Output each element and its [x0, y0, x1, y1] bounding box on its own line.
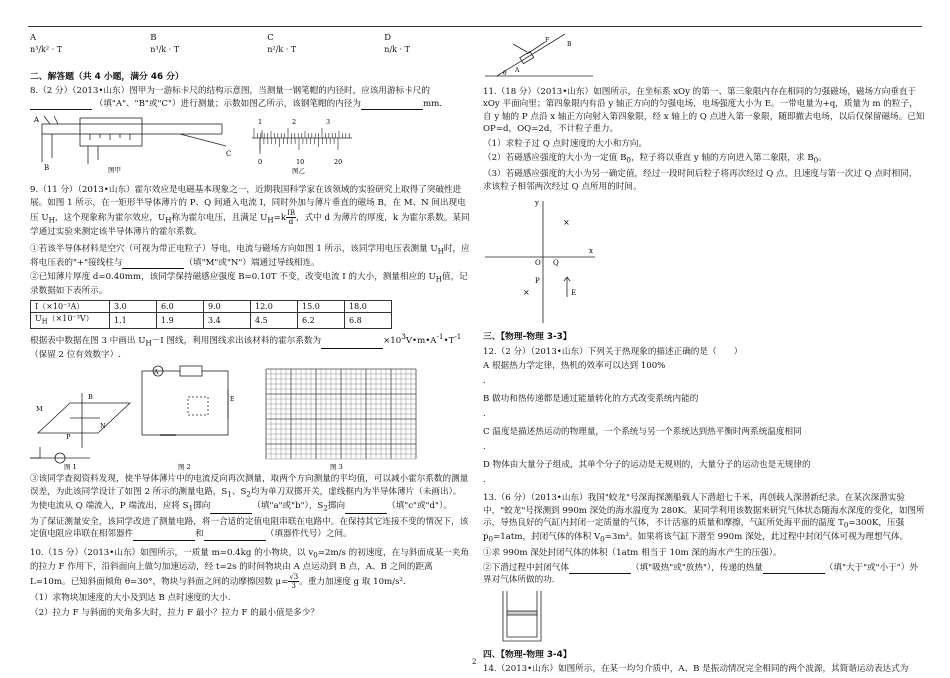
q12-stem: 12.（2 分）（2013•山东）下列关于热现象的描述正确的是（ ） [483, 347, 743, 358]
incline-drawing [485, 34, 593, 76]
circuit-figure [142, 366, 228, 435]
q9-text-2: ，这个现象称为霍尔效应，U [54, 213, 166, 224]
section-heading: 四、【物理-物理 3-4】 [483, 649, 572, 660]
table-cell: 12.0 [251, 300, 298, 313]
answer-blank[interactable] [30, 100, 92, 110]
table-head-unit: （×10⁻³V） [47, 314, 94, 324]
q8-unit: mm. [423, 98, 443, 109]
q13-sub1: ①求 990m 深处封闭气体的体积（1atm 相当于 10m 深的海水产生的压强）。 [483, 548, 782, 559]
q9-graph-b: －I 图线，利用图线求出该材料的霍尔系数为 [151, 335, 322, 346]
q11-text: 11.（18 分）（2013•山东）如图所示，在坐标系 xOy 的第一、第三象限内存在相同的匀强磁场，磁场方向垂直于 xOy 平面向里；第四象限内有沿 y 轴正方向的匀强电场，电场强度大小为 E。一带电量为+q，质量为 m 的粒子，自 y 轴的 P 点沿 x 轴正方向射入第四象限，经 x 轴上的 Q 点进入第一象限，随即撤去电场，以后仅保留磁场。已知 OP=d，OQ=2d，不计粒子重力。 [483, 87, 925, 135]
mu-numerator: √3 [289, 573, 299, 582]
caliper-ticks [90, 134, 130, 140]
field-e-label: E [571, 289, 577, 298]
q8-text [30, 85, 470, 110]
hall-plate-figure [30, 393, 130, 463]
q7-option-a[interactable] [30, 32, 62, 57]
q11-sub1: （1）求粒子过 Q 点时速度的大小和方向。 [483, 138, 648, 149]
answer-blank[interactable] [321, 339, 383, 349]
table-cell: 1.9 [157, 313, 204, 328]
table-cell: 15.0 [298, 300, 345, 313]
left-column [30, 30, 470, 621]
right-column: F B A θ 11.（18 分）（2013•山东）如图所示，在坐标系 xOy 的第一、第三象限内存在相同的匀强磁场，磁场方向垂直于 xOy 平面向里；第四象限内有沿 y 轴正方向的匀强电场，电场强度大小为 E。一带电量为+q，质量为 m 的粒子，自 y 轴的 P 点沿 x 轴正方向射入第四象限，经 x 轴上的 Q 点进入第一象限，随即撤去电场，以后仅保留磁场。已知 OP=d，OQ=2d，不计粒子重力。 （1）求粒子过 Q 点时速度的大小和方向。 （2）若磁感应强度的大小为一定值 $B_0$，粒子将以垂直 y 轴的方向进入第二象限，求 $B_0$。 （3）若磁感应强度的大小为另一确定值，经过一段时间后粒子将再次经过 Q 点，且速度与第一次过 Q 点时相同，求该粒子相邻两次经过 Q 点所用的时间。 y x O Q P E × × 三、【物理-物理 3-3】 12.（2 分）（2013•山东）下列关于热现象的描述正确的是（ ） A 根据热力学定律，热机的效率可以达到 100% . B 做功和热传递都是通过能量转化的方式改变系统内能的 . C 温度是描述热运动的物理量，一个系统与另一个系统达到热平衡时两系统温度相同 . D 物体由大量分子组成，其单个分子的运动是无规则的，大量分子的运动也是无规律的 . 13.（6 分）（2013•山东）我国"蛟龙"号深海探测船载人下潜超七千米，再创载人深潜新纪录。在某次深潜实验中，"蛟龙"号探测到 990m 深处的海水温度为 280K。某同学利用该数据来研究气体状态随海水深度的变化，如图所示，导热良好的气缸内封闭一定质量的气体，不计活塞的质量和摩擦，气缸所处海平面的温度 $T_0=300K$，压强 $p_0=1atm$，封闭气体的体积 $V_0=3m^2$。如果将该气缸下潜至 990m 深处，此过程中封闭气体可视为理想气体。 ①求 990m 深处封闭气体的体积（1atm 相当于 10m 深的海水产生的压强）。 ②下潜过程中封闭气体 （填"吸热"或"放热"），传递的热量 （填"大于"或"小于"）外界对气体所做的功. 四、【物理-物理 3-4】 14.（2013•山东）如图所示，在某一均匀介质中，A、B 是振动情况完全相同的两个波源，其简谐运动表达式为 [483, 30, 925, 678]
caliper-label-c: C [226, 150, 232, 159]
q10-text-c: 。重力加速度 g 取 10m/s². [299, 577, 406, 588]
origin-label: O [535, 259, 541, 268]
table-cell: 1.1 [110, 313, 157, 328]
hall-label-m: M [36, 405, 43, 414]
q11-sub2-b: ，粒子将以垂直 y 轴的方向进入第二象限，求 B [630, 153, 814, 164]
q9-graph-c: ×10 [383, 335, 402, 346]
fig-caption-1: 图 1 [64, 463, 77, 472]
caliper-label-a: A [34, 116, 40, 125]
table-head: $U_H(\times 10^{-3}V)$ [31, 313, 110, 328]
q9-part3-d: 掷向 [193, 500, 211, 511]
mu-denominator: 3 [291, 582, 297, 591]
q12-option-d[interactable]: D 物体由大量分子组成，其单个分子的运动是无规则的，大量分子的运动也是无规律的 [483, 460, 811, 471]
axis-y-label: y [535, 199, 539, 208]
page-number: 2 [472, 658, 477, 666]
q11-sub3: （3）若磁感应强度的大小为另一确定值，经过一段时间后粒子将再次经过 Q 点，且速度与第一次过 Q 点时相同，求该粒子相邻两次经过 Q 点所用的时间。 [483, 169, 918, 192]
q13-sub2 [483, 562, 925, 587]
q9-graph-d: V•m•A [405, 335, 437, 346]
vernier-label-20: 20 [334, 158, 343, 167]
q9-part3-i: 和 [195, 529, 204, 540]
q10-text: 10.（15 分）（2013•山东）如图所示，一质量 m=0.4kg 的小物块，以 $v_0=2m/s$ 的初速度，在与斜面成某一夹角的拉力 F 作用下，沿斜面向上做匀加速运动，经 t=2s 的时间物块由 A 点运动到 B 点，A、B 之间的距离 L=10m。已知斜面倾角 θ=30°，物块与斜面之间的动摩擦因数 μ= $\frac{√3}{3}$。重力加速度 g 取 10m/s². [30, 547, 469, 591]
q9-part3-j: （填器件代号）之间。 [265, 529, 352, 540]
magnetic-field-mark: × [563, 218, 570, 228]
q9-part3: ③该同学查阅资料发现，使半导体薄片中的电流反向再次测量，取两个方向测量的平均值，可以减小霍尔系数的测量误差，为此该同学设计了如图 2 所示的测量电路，$S_1$、$S_2$均为单刀双掷开关，虚线框内为半导体薄片（未画出）。为使电流从 Q 端流入，P 端流出，应将 $S_1$掷向 （填"a"或"b"），$S_2$掷向 （填"c"或"d"）。 [30, 474, 469, 513]
q9-part1-c: （填"M"或"N"）端通过导线相连。 [184, 257, 320, 268]
mu-fraction [288, 573, 299, 590]
fig-caption-2: 图 2 [178, 463, 191, 472]
q10-text-b: =2m/s 的初速度，在与斜面成某一夹角的拉力 F 作用下，沿斜面向上做匀加速运动，经 t=2s 的时间物块由 A 点运动到 B 点，A、B 之间的距离 L=10m。已知斜面倾角 θ=30°，物块与斜面之间的动摩擦因数 μ= [30, 547, 469, 588]
axis-x-label: x [589, 247, 593, 256]
q9-part3-h: 为了保证测量安全，该同学改进了测量电路，将一合适的定值电阻串联在电路中。在保持其它连接不变的情况下，该定值电阻应串联在相邻器件 [30, 516, 469, 540]
q9-part2-a: ②已知薄片厚度 d=0.40mm，该同学保持磁感应强度 B=0.10T 不变，改变电流 I 的大小，测量相应的 U [30, 272, 436, 283]
q9-part3-a: ③该同学查阅资料发现，使半导体薄片中的电流反向再次测量，取两个方向测量的平均值，可以减小霍尔系数的测量误差，为此该同学设计了如图 2 所示的测量电路，S [30, 474, 469, 497]
hall-figures [30, 363, 470, 471]
option-expr: n³/k · T [150, 45, 180, 55]
answer-blank[interactable] [122, 259, 184, 269]
q7-options [30, 32, 410, 57]
table-head: I（×10⁻³A） [31, 300, 110, 313]
q13-sub2-a: ②下潜过程中封闭气体 [483, 562, 569, 573]
option-letter: A [30, 33, 37, 43]
q9-part1: ①若该半导体材料是空穴（可视为带正电粒子）导电，电流与磁场方向如图 1 所示，该同学用电压表测量 $U_H$时，应将电压表的"+"接线柱与 （填"M"或"N"）端通过导线相连。 [30, 243, 470, 268]
option-letter: B [150, 33, 157, 43]
q13-text: 13.（6 分）（2013•山东）我国"蛟龙"号深海探测船载人下潜超七千米，再创载人深潜新纪录。在某次深潜实验中，"蛟龙"号探测到 990m 深处的海水温度为 280K。某同学利用该数据来研究气体状态随海水深度的变化，如图所示，导热良好的气缸内封闭一定质量的气体，不计活塞的质量和摩擦，气缸所处海平面的温度 $T_0=300K$，压强 $p_0=1atm$，封闭气体的体积 $V_0=3m^2$。如果将该气缸下潜至 990m 深处，此过程中封闭气体可视为理想气体。 [483, 493, 925, 544]
q7-option-c[interactable] [267, 32, 296, 57]
q12-option-b[interactable]: B 做功和热传递都是通过能量转化的方式改变系统内能的 [483, 394, 699, 405]
q9-graph-a: 根据表中数据在图 3 中画出 U [30, 335, 146, 346]
vernier-label-0: 0 [258, 158, 263, 167]
ammeter-label: A [154, 369, 159, 377]
incline-label-b: B [567, 41, 572, 48]
option-expr: n²/k · T [267, 45, 297, 55]
answer-blank[interactable] [569, 564, 631, 574]
q-point-label: Q [553, 259, 559, 268]
vernier-label-10: 10 [296, 158, 305, 167]
table-cell: 18.0 [345, 300, 392, 313]
q9-part1-a: ①若该半导体材料是空穴（可视为带正电粒子）导电，电流与磁场方向如图 1 所示，该同学用电压表测量 U [30, 243, 438, 254]
q13-text-d: =3m²。如果将该气缸下潜至 990m 深处，此过程中封闭气体可视为理想气体。 [604, 532, 909, 543]
q11-sub2: （2）若磁感应强度的大小为一定值 $B_0$，粒子将以垂直 y 轴的方向进入第二象限，求 $B_0$。 [483, 153, 827, 165]
fig-caption-jia: 图甲 [108, 166, 121, 175]
option-expr: n³/k² · T [30, 45, 63, 55]
magnetic-field-mark: × [523, 288, 530, 298]
vernier-scale [252, 130, 352, 154]
q9-text-5: ，式中 d 为薄片的厚度，k 为霍尔系数。某同学通过实验来测定该半导体薄片的霍尔系数。 [30, 213, 470, 238]
q9-text-3: 称为霍尔电压，且满足 U [171, 213, 268, 224]
scale-label-3: 3 [326, 118, 331, 127]
caliper-diagram [42, 116, 226, 164]
q9-part3-c: 均为单刀双掷开关，虚线框内为半导体薄片（未画出）。为使电流从 Q 端流入，P 端流出，应将 S [30, 486, 462, 511]
fig-caption-3: 图 3 [330, 463, 343, 472]
answer-blank[interactable] [204, 531, 266, 541]
header-rule [28, 26, 922, 27]
caliper-label-b: B [44, 164, 50, 173]
incline-figure [483, 30, 925, 82]
q12-option-a[interactable]: A 根据热力学定律，热机的效率可以达到 100% [483, 361, 666, 372]
caliper-figures [30, 112, 470, 174]
table-cell: 9.0 [204, 300, 251, 313]
q11-sub2-a: （2）若磁感应强度的大小为一定值 B [483, 153, 627, 164]
q9-part2: ②已知薄片厚度 d=0.40mm，该同学保持磁感应强度 B=0.10T 不变，改变电流 I 的大小，测量相应的 $U_H$值，记录数据如下表所示。 [30, 272, 468, 297]
table-row [31, 300, 392, 313]
q9-part3-cont [30, 516, 470, 541]
table-cell: 6.2 [298, 313, 345, 328]
incline-label-theta: θ [503, 70, 507, 77]
table-cell: 3.4 [204, 313, 251, 328]
q14-stem: 14.（2013•山东）如图所示，在某一均匀介质中，A、B 是振动情况完全相同的两个波源，其简谐运动表达式为 [483, 664, 909, 675]
fig-caption-yi: 图乙 [292, 167, 305, 175]
graph-paper [266, 369, 416, 459]
q9-graph-e: •T [443, 335, 455, 346]
formula-ib-d: IB d [287, 209, 295, 227]
q9-text-uh: U [41, 213, 49, 224]
q13-text-b: =300K，压强 p [483, 518, 905, 543]
p-point-label: P [535, 277, 540, 286]
answer-blank[interactable] [763, 564, 825, 574]
table-cell: 4.5 [251, 313, 298, 328]
q9-part3-g: （填"c"或"d"）。 [387, 500, 452, 511]
q8-line2: （填"A"、"B"或"C"）进行测量；示数如图乙所示，该钢笔帽的内径为 [94, 98, 361, 109]
hall-label-n: N [100, 422, 106, 431]
cylinder-figure [483, 589, 925, 645]
answer-blank[interactable] [210, 504, 252, 514]
q9-part3-f: 掷向 [327, 500, 346, 511]
data-table [30, 300, 392, 329]
q9-text-4: =k [273, 213, 287, 224]
table-cell: 6.8 [345, 313, 392, 328]
q13-sub2-b: （填"吸热"或"放热"），传递的热量 [630, 562, 763, 573]
vernier-ticks [260, 138, 338, 150]
q13-text-a: 13.（6 分）（2013•山东）我国"蛟龙"号深海探测船载人下潜超七千米，再创载人深潜新纪录。在某次深潜实验中，"蛟龙"号探测到 990m 深处的海水温度为 280K。某同学利用该数据来研究气体状态随海水深度的变化，如图所示，导热良好的气缸内封闭一定质量的气体，不计活塞的质量和摩擦，气缸所处海平面的温度 T [483, 493, 925, 529]
q8-line1: 8.（2 分）（2013•山东）图甲为一游标卡尺的结构示意图，当测量一钢笔帽的内径时，应该用游标卡尺的 [30, 86, 430, 97]
hall-label-p: P [66, 433, 71, 442]
q12-option-c[interactable]: C 温度是描述热运动的物理量，一个系统与另一个系统达到热平衡时两系统温度相同 [483, 427, 802, 438]
q9-intro: 9.（11 分）（2013•山东）霍尔效应是电磁基本现象之一，近期我国科学家在该领域的实验研究上取得了突破性进展。如图 1 所示，在一矩形半导体薄片的 P、Q 间通入电流 I，同时外加与薄片垂直的磁场 B，在 M、N 间出现电压 $U_H$，这个现象称为霍尔效应，$U_H$称为霍尔电压，且满足 $U_H=k$ IB d ，式中 d 为薄片的厚度，k 为霍尔系数。某同学通过实验来测定该半导体薄片的霍尔系数。 [30, 185, 470, 238]
table-row [31, 313, 392, 328]
q13-text-c: =1atm，封闭气体的体积 V [493, 532, 601, 543]
q9-text-1: 9.（11 分）（2013•山东）霍尔效应是电磁基本现象之一，近期我国科学家在该领域的实验研究上取得了突破性进展。如图 1 所示，在一矩形半导体薄片的 P、Q 间通入电流 I，同时外加与薄片垂直的磁场 B，在 M、N 间出现电压 [30, 185, 466, 224]
q9-part3-b: 、S [231, 486, 247, 497]
option-letter: C [267, 33, 274, 43]
section-heading: 二、解答题（共 4 小题，满分 46 分） [30, 71, 184, 82]
option-letter: D [384, 33, 392, 43]
section-heading: 三、【物理-物理 3-3】 [483, 332, 572, 343]
incline-label-f: F [545, 37, 550, 44]
q10-sub2: （2）拉力 F 与斜面的夹角多大时，拉力 F 最小？拉力 F 的最小值是多少？ [30, 607, 319, 618]
q9-graph-f: （保留 2 位有效数字）. [30, 349, 122, 360]
cylinder-drawing [503, 591, 541, 641]
scale-label-2: 2 [292, 118, 297, 127]
q7-option-b[interactable] [150, 32, 179, 57]
answer-blank[interactable] [133, 531, 195, 541]
q9-part1-b: 时，应将电压表的"+"接线柱与 [30, 243, 470, 268]
option-expr: n/k · T [384, 45, 410, 55]
q10-sub1: （1）求物块加速度的大小及到达 B 点时速度的大小. [30, 593, 231, 604]
scale-label-1: 1 [258, 118, 263, 127]
table-cell: 6.0 [157, 300, 204, 313]
coordinate-figure [483, 195, 925, 327]
q9-part2-graph: 根据表中数据在图 3 中画出 $U_H-I$ 图线，利用图线求出该材料的霍尔系数为 $\times 10^3V•m•A^{-1}•T^{-1}$（保留 2 位有效数字）. [30, 331, 462, 360]
hall-label-b: B [88, 393, 93, 402]
q13-sub2-c: （填"大于"或"小于"）外界对气体所做的功. [483, 562, 918, 586]
table-head-u: U [35, 314, 42, 324]
answer-blank[interactable] [345, 504, 387, 514]
q9-part2-b: 值，记录数据如下表所示。 [30, 272, 468, 297]
q10-text-a: 10.（15 分）（2013•山东）如图所示，一质量 m=0.4kg 的小物块，以 v [30, 547, 314, 558]
q9-part3-e: （填"a"或"b"），S [252, 500, 324, 511]
table-cell: 3.0 [110, 300, 157, 313]
main-scale-ticks [254, 128, 349, 138]
incline-label-a: A [515, 67, 520, 74]
answer-blank[interactable] [361, 100, 423, 110]
q11-sub2-c: 。 [818, 153, 827, 164]
battery-label: E [230, 396, 235, 404]
q7-option-d[interactable] [384, 32, 410, 57]
